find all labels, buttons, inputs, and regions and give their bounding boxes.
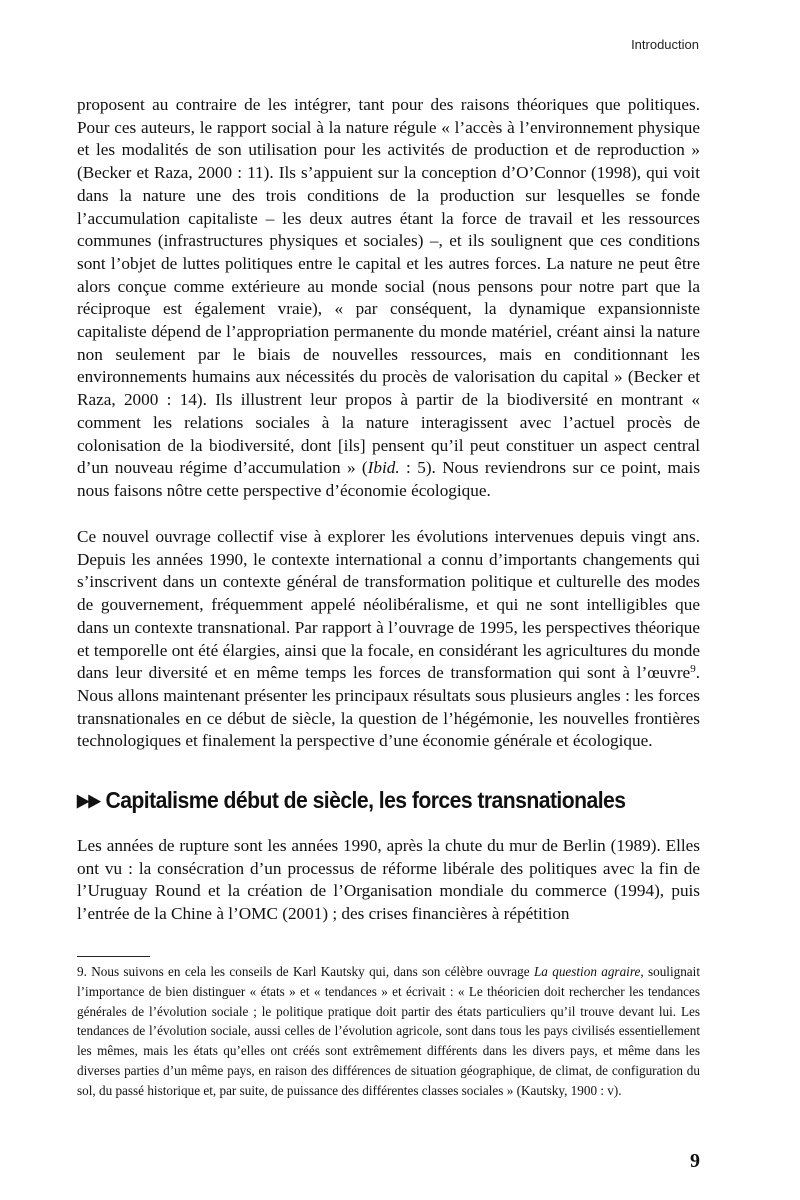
footnote-book-title: La question agraire xyxy=(533,964,641,979)
para3-text: Les années de rupture sont les années 1990, après la chute du mur de Berlin (1989). Elles ont vu : la consécration d’un processus de réforme libérale des politiques avec la fin de l’Uruguay Round et la création de l’Organisation mondiale du commerce (1994), puis l’entrée de la Chine à l’OMC (2001) ; des crises financières à répétition xyxy=(77,836,700,924)
section-title: Capitalisme début de siècle, les forces transnationales xyxy=(105,787,626,813)
body-paragraph-3 xyxy=(77,835,700,926)
section-heading xyxy=(77,787,666,814)
para1-text-a: proposent au contraire de les intégrer, tant pour des raisons théoriques que politiques. Pour ces auteurs, le rapport social à la nature régule « l’accès à l’environnement physique et les modalités de son utilisation pour les activités de production et de reproduction » (Becker et Raza, 2000 : 11). Ils s’appuient sur la conception d’O’Connor (1998), qui voit dans la nature une des trois conditions de la production sur lesquelles se fonde l’accumulation capitaliste – les deux autres étant la force de travail et les ressources communes (infrastructures physiques et sociales) –, et ils soulignent que ces conditions sont l’objet de luttes politiques entre le capital et les autres forces. La nature ne peut être alors conçue comme extérieure au monde social (nous pensons pour notre part que la réciproque est également vraie), « par conséquent, la dynamique expansionniste capitaliste dépend de l’appropriation permanente du monde matériel, créant ainsi la nature non seulement par le biais de nouvelles ressources, mais en conditionnant les environnements humains aux nécessités du procès de valorisation du capital » (Becker et Raza, 2000 : 14). Ils illustrent leur propos à partir de la biodiversité en montrant « comment les relations sociales à la nature interagissent avec l’actuel procès de colonisation de la biodiversité, dont [ils] pensent qu’il peut constituer un aspect central d’un nouveau régime d’accumulation » ( xyxy=(77,95,700,478)
running-head: Introduction xyxy=(631,37,699,52)
para2-text-b: . Nous allons maintenant présenter les principaux résultats sous plusieurs angles : les forces transnationales en ce début de siècle, la question de l’hégémonie, les nouvelles frontières technologiques et finalement la perspective d’une économie générale et écologique. xyxy=(77,663,700,751)
footnote-text-a: 9. Nous suivons en cela les conseils de Karl Kautsky qui, dans son célèbre ouvrage xyxy=(77,964,534,979)
footnote-reference: 9 xyxy=(690,663,696,676)
body-paragraph-1 xyxy=(77,94,700,503)
page-number: 9 xyxy=(690,1150,700,1172)
double-arrow-icon: ▶▶ xyxy=(77,791,100,810)
footnote-9 xyxy=(77,962,700,1101)
footnote-text-b: , soulignait l’importance de bien distinguer « états » et « tendances » et écrivait : « Le théoricien doit rechercher les tendances générales de l’évolution sociale ; le politique pratique doit partir des états particuliers qu’il trouve devant lui. Les tendances de l’évolution sociale, aussi celles de l’évolution agricole, sont dans tous les pays civilisés essentiellement les mêmes, mais les états qu’elles ont créés sont extrêmement différents dans les divers pays, et même dans les diverses parties d’un même pays, en raison des différences de situation géographique, de climat, de configuration du sol, du passé historique et, par suite, de puissance des différentes classes sociales » (Kautsky, 1900 : v). xyxy=(77,964,700,1098)
para1-ibid: Ibid. xyxy=(367,458,400,478)
para1-text-b: : 5). Nous reviendrons sur ce point, mais nous faisons nôtre cette perspective d’économie écologique. xyxy=(77,458,701,500)
body-paragraph-2 xyxy=(77,526,700,753)
footnote-divider xyxy=(77,956,150,957)
para2-text-a: Ce nouvel ouvrage collectif vise à explorer les évolutions intervenues depuis vingt ans. Depuis les années 1990, le contexte international a connu d’importants changements qui s’inscrivent dans un contexte général de transformation politique et culturelle des modes de gouvernement, fréquemment appelé néolibéralisme, et qui ne sont intelligibles que dans un contexte transnational. Par rapport à l’ouvrage de 1995, les perspectives théorique et temporelle ont été élargies, ainsi que la focale, en considérant les agricultures du monde dans leur diversité et en même temps les forces de transformation qui sont à l’œuvre xyxy=(77,527,700,683)
